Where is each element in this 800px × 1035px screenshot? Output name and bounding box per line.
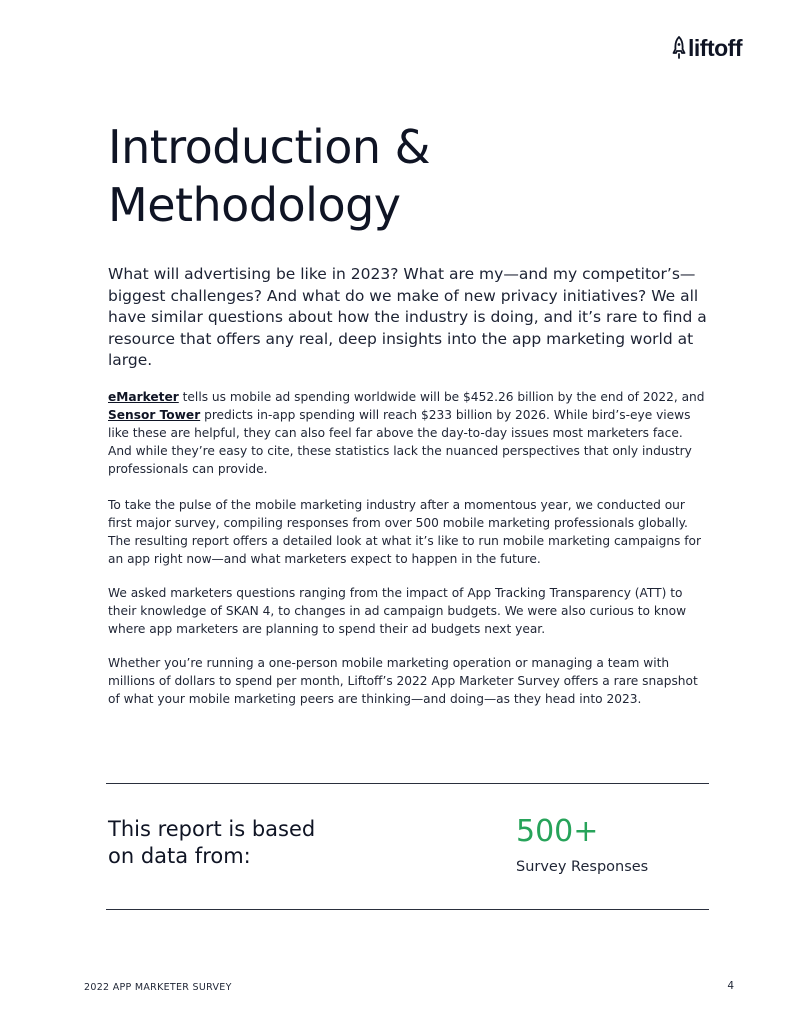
body-paragraph-1 — [108, 388, 708, 478]
stats-heading-line-2: on data from: — [108, 844, 251, 868]
body-paragraph-3: We asked marketers questions ranging from the impact of App Tracking Transparency (ATT) to their knowledge of SKAN 4, to changes in ad campaign budgets. We were also curious to know where app marketers are planning to spend their ad budgets next year. — [108, 586, 687, 636]
sensor-tower-link[interactable]: Sensor Tower — [108, 408, 201, 422]
title-line-1: Introduction & — [108, 120, 431, 174]
stats-heading-line-1: This report is based — [108, 817, 316, 841]
paragraph1-text-1: tells us mobile ad spending worldwide will be $452.26 billion by the end of 2022, and — [178, 390, 705, 404]
footer-title: 2022 APP MARKETER SURVEY — [84, 982, 232, 993]
body-paragraph-2: To take the pulse of the mobile marketing industry after a momentous year, we conducted our first major survey, compiling responses from over 500 mobile marketing professionals globally. The resulting report offers a detailed look at what it’s like to run mobile marketing campaigns for an app right now—and what marketers expect to happen in the future. — [108, 498, 702, 566]
divider-top — [106, 783, 709, 784]
survey-count-label: Survey Responses — [516, 859, 649, 875]
page-title — [108, 118, 430, 234]
divider-bottom — [106, 909, 709, 910]
page-number: 4 — [727, 980, 734, 992]
emarketer-link[interactable]: eMarketer — [108, 390, 179, 404]
body-paragraph-4: Whether you’re running a one-person mobile marketing operation or managing a team with millions of dollars to spend per month, Liftoff’s 2022 App Marketer Survey offers a rare snapshot of what your mobile marketing peers are thinking—and doing—as they head into 2023. — [108, 656, 698, 706]
stats-heading — [108, 816, 388, 870]
logo-wordmark: liftoff — [688, 34, 742, 61]
title-line-2: Methodology — [108, 178, 401, 232]
survey-count: 500+ — [516, 814, 599, 849]
lead-paragraph: What will advertising be like in 2023? What are my—and my competitor’s—biggest challenges? And what do we make of new privacy initiatives? We all have similar questions about how the industry is doing, and it’s rare to find a resource that offers any real, deep insights into the app marketing world at large. — [108, 265, 707, 370]
liftoff-logo — [672, 34, 742, 62]
rocket-icon — [672, 36, 686, 60]
paragraph1-text-2: predicts in-app spending will reach $233 billion by 2026. While bird’s-eye views like these are helpful, they can also feel far above the day-to-day issues most marketers face. And while they’re easy to cite, these statistics lack the nuanced perspectives that only industry professionals can provide. — [108, 408, 692, 476]
